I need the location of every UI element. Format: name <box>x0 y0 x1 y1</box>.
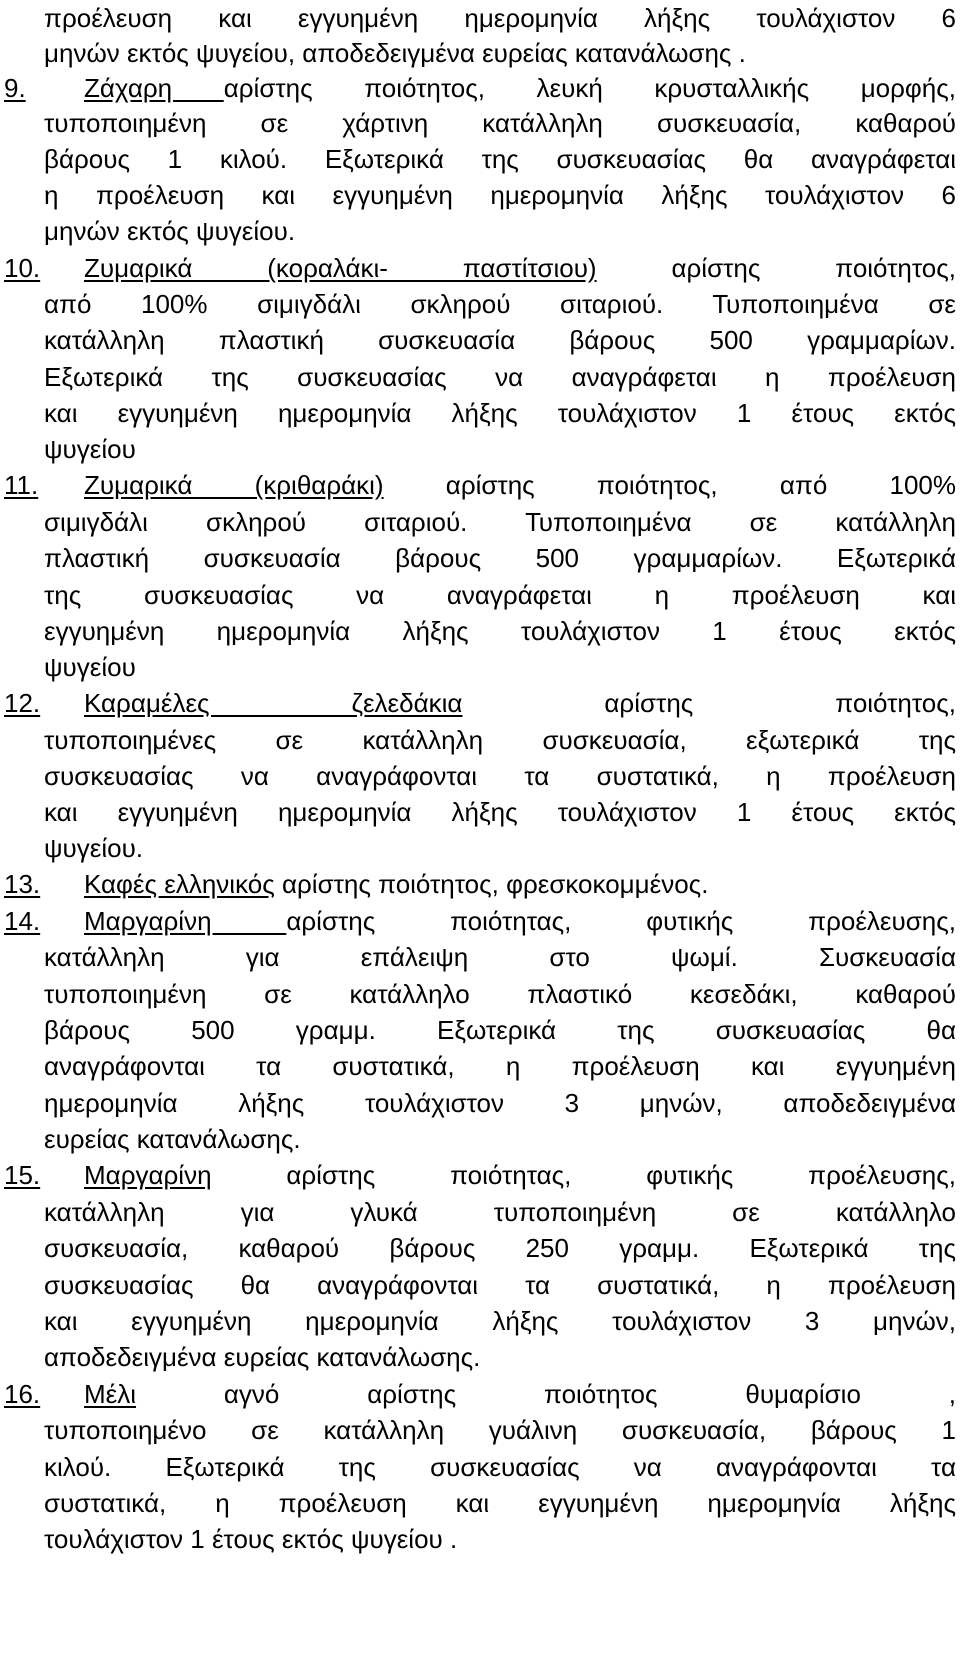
item-10-line: Εξωτερικά της συσκευασίας να αναγράφεται η προέλευση <box>44 362 956 392</box>
item-11-first-line: 11. Ζυμαρικά (κριθαράκι) αρίστης ποιότητος, από 100% <box>4 470 956 500</box>
item-product: Μαργαρίνη <box>84 1160 212 1190</box>
line-cont-2: μηνών εκτός ψυγείου, αποδεδειγμένα ευρείας κατανάλωσης . <box>44 38 746 68</box>
item-16-line: τυποποιημένο σε κατάλληλη γυάλινη συσκευασία, βάρους 1 <box>44 1415 956 1445</box>
item-product: Ζυμαρικά (κριθαράκι) <box>84 470 384 500</box>
item-product: Μέλι <box>84 1379 137 1409</box>
item-10-first-line: 10. Ζυμαρικά (κοραλάκι- παστίτσιου) αρίστης ποιότητος, <box>4 253 956 283</box>
item-15-line: συσκευασία, καθαρού βάρους 250 γραμμ. Εξωτερικά της <box>44 1233 956 1263</box>
item-16-line: συστατικά, η προέλευση και εγγυημένη ημερομηνία λήξης <box>44 1488 956 1518</box>
item-16-first-line: 16. Μέλι αγνό αρίστης ποιότητος θυμαρίσιο , <box>4 1379 956 1409</box>
item-12-first-line: 12. Καραμέλες ζελεδάκια αρίστης ποιότητος, <box>4 688 956 718</box>
item-11-line: της συσκευασίας να αναγράφεται η προέλευση και <box>44 580 956 610</box>
item-15-line: συσκευασίας θα αναγράφονται τα συστατικά, η προέλευση <box>44 1270 956 1300</box>
item-15-line: και εγγυημένη ημερομηνία λήξης τουλάχιστον 3 μηνών, <box>44 1306 956 1336</box>
item-number: 14. <box>4 906 41 936</box>
line-cont-1: προέλευση και εγγυημένη ημερομηνία λήξης τουλάχιστον 6 <box>44 3 956 33</box>
item-product: Καραμέλες ζελεδάκια <box>84 688 463 718</box>
item-number: 15. <box>4 1160 41 1190</box>
item-number: 10. <box>4 253 41 283</box>
item-15-line: αποδεδειγμένα ευρείας κατανάλωσης. <box>44 1342 481 1372</box>
item-12-line: και εγγυημένη ημερομηνία λήξης τουλάχιστον 1 έτους εκτός <box>44 797 956 827</box>
item-14-line: βάρους 500 γραμμ. Εξωτερικά της συσκευασίας θα <box>44 1015 956 1045</box>
item-14-first-line: 14. Μαργαρίνη αρίστης ποιότητας, φυτικής προέλευσης, <box>4 906 956 936</box>
item-10-line: ψυγείου <box>44 434 136 464</box>
item-15-first-line: 15. Μαργαρίνη αρίστης ποιότητας, φυτικής προέλευσης, <box>4 1160 956 1190</box>
item-14-line: κατάλληλη για επάλειψη στο ψωμί. Συσκευασία <box>44 942 956 972</box>
item-12-line: τυποποιημένες σε κατάλληλη συσκευασία, εξωτερικά της <box>44 725 956 755</box>
item-14-line: ημερομηνία λήξης τουλάχιστον 3 μηνών, αποδεδειγμένα <box>44 1088 956 1118</box>
item-10-line: και εγγυημένη ημερομηνία λήξης τουλάχιστον 1 έτους εκτός <box>44 398 956 428</box>
item-12-line: ψυγείου. <box>44 833 144 863</box>
item-9-line: η προέλευση και εγγυημένη ημερομηνία λήξης τουλάχιστον 6 <box>44 180 956 210</box>
item-14-line: ευρείας κατανάλωσης. <box>44 1124 301 1154</box>
item-9-line: μηνών εκτός ψυγείου. <box>44 216 296 246</box>
item-11-line: εγγυημένη ημερομηνία λήξης τουλάχιστον 1 έτους εκτός <box>44 616 956 646</box>
item-16-line: τουλάχιστον 1 έτους εκτός ψυγείου . <box>44 1524 458 1554</box>
item-15-line: κατάλληλη για γλυκά τυποποιημένη σε κατάλληλο <box>44 1197 956 1227</box>
item-11-line: σιμιγδάλι σκληρού σιταριού. Τυποποιημένα σε κατάλληλη <box>44 507 956 537</box>
item-9-line: τυποποιημένη σε χάρτινη κατάλληλη συσκευασία, καθαρού <box>44 108 956 138</box>
item-number: 9. <box>4 73 26 103</box>
item-number: 12. <box>4 688 41 718</box>
item-13-first-line: 13. Καφές ελληνικός αρίστης ποιότητος, φρεσκοκομμένος. <box>4 869 709 899</box>
item-9-first-line: 9. Ζάχαρη αρίστης ποιότητος, λευκή κρυσταλλικής μορφής, <box>4 73 956 103</box>
item-product: Ζυμαρικά (κοραλάκι- παστίτσιου) <box>84 253 597 283</box>
item-number: 13. <box>4 869 41 899</box>
item-product: Καφές ελληνικός <box>84 869 275 899</box>
item-9-line: βάρους 1 κιλού. Εξωτερικά της συσκευασίας θα αναγράφεται <box>44 144 956 174</box>
item-product: Μαργαρίνη <box>84 906 287 936</box>
item-product: Ζάχαρη <box>84 73 224 103</box>
item-16-line: κιλού. Εξωτερικά της συσκευασίας να αναγράφονται τα <box>44 1452 956 1482</box>
item-number: 11. <box>4 470 39 500</box>
item-12-line: συσκευασίας να αναγράφονται τα συστατικά, η προέλευση <box>44 761 956 791</box>
item-14-line: τυποποιημένη σε κατάλληλο πλαστικό κεσεδάκι, καθαρού <box>44 979 956 1009</box>
item-11-line: ψυγείου <box>44 652 136 682</box>
item-10-line: κατάλληλη πλαστική συσκευασία βάρους 500 γραμμαρίων. <box>44 325 956 355</box>
item-11-line: πλαστική συσκευασία βάρους 500 γραμμαρίων. Εξωτερικά <box>44 543 956 573</box>
item-number: 16. <box>4 1379 41 1409</box>
item-14-line: αναγράφονται τα συστατικά, η προέλευση και εγγυημένη <box>44 1051 956 1081</box>
item-10-line: από 100% σιμιγδάλι σκληρού σιταριού. Τυποποιημένα σε <box>44 289 956 319</box>
